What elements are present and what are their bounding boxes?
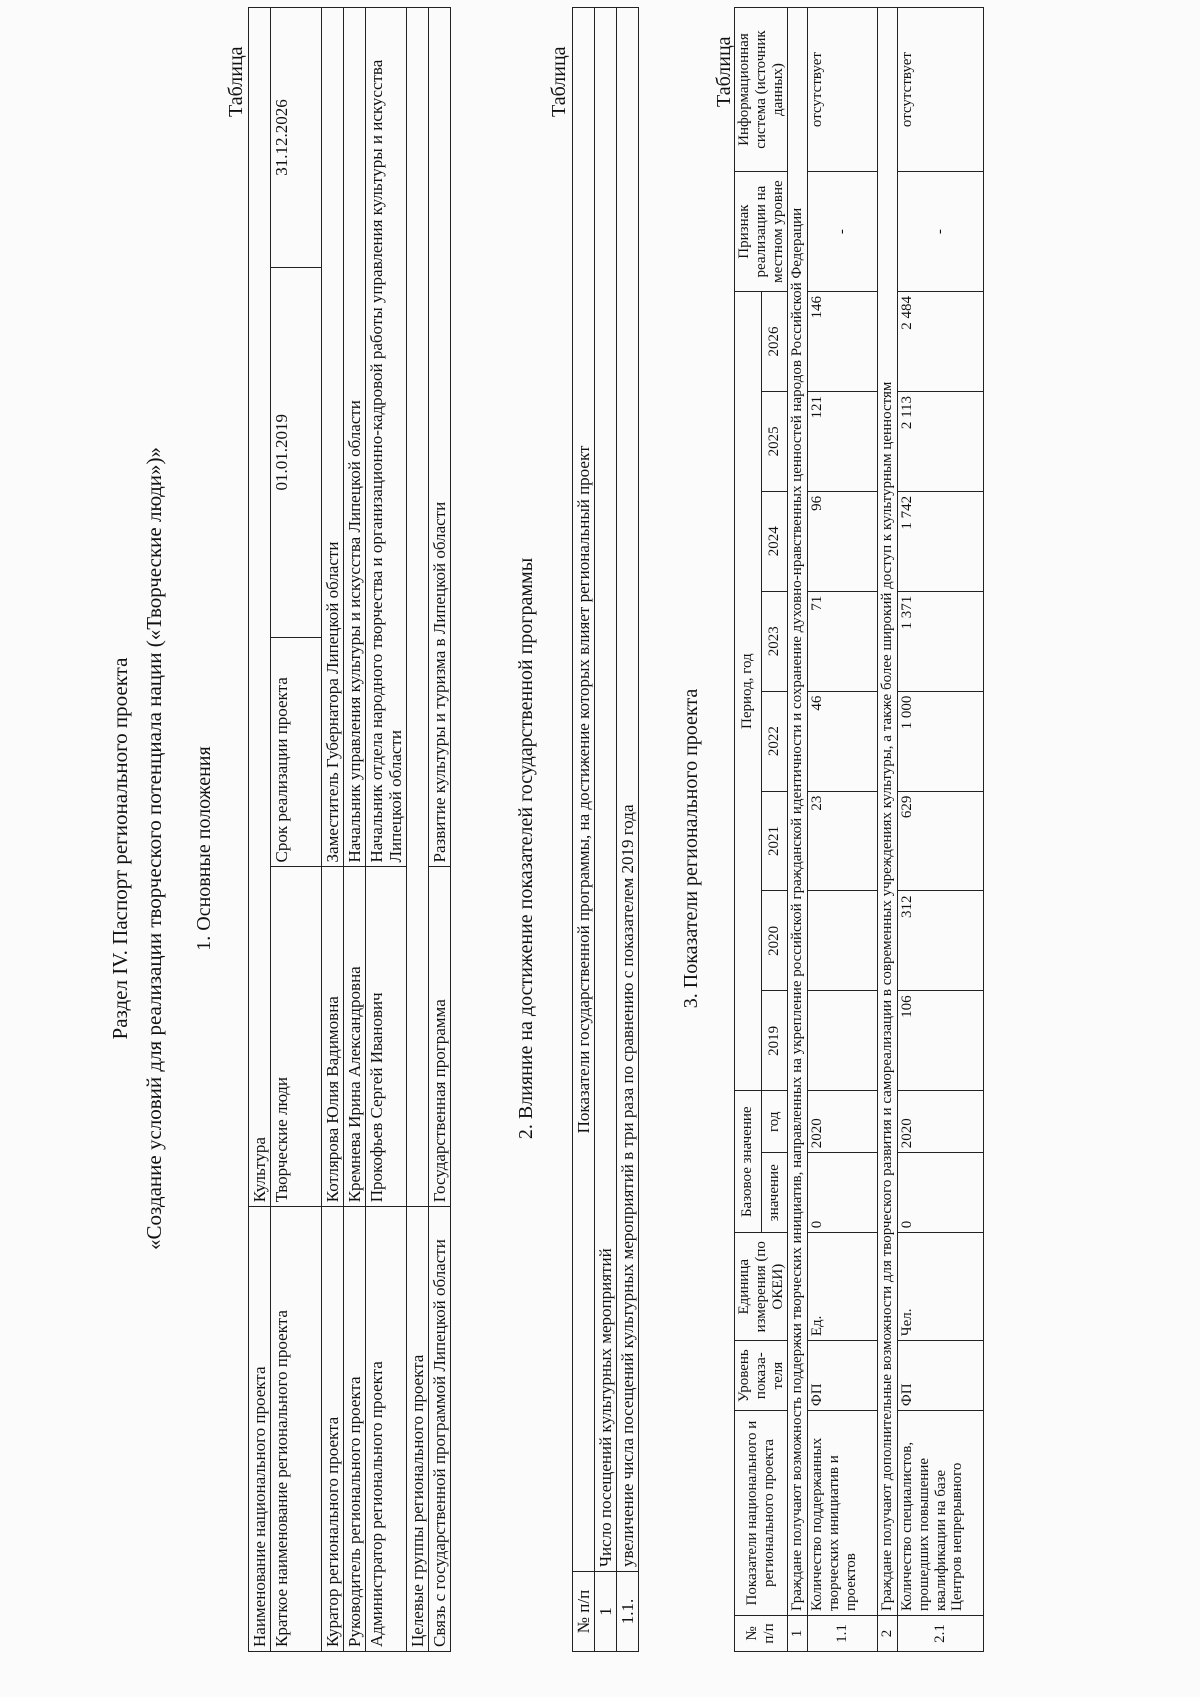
row-year-value: 1 742 <box>897 491 983 591</box>
col-level-header: Уровень показа-теля <box>735 1341 788 1411</box>
row-year-value: 146 <box>808 292 878 392</box>
curator-name: Котлярова Юлия Вадимовна <box>322 867 344 1207</box>
row-num: 2.1 <box>897 1616 983 1652</box>
national-project-label: Наименование национального проекта <box>249 1207 271 1652</box>
row-year-value: 312 <box>897 891 983 991</box>
group-text: Граждане получают возможность поддержки творческих инициатив, направленных на укрепление российской гражданской идентичности и сохранение духовно-нравственных ценностей народов Российской Федерации <box>788 8 808 1616</box>
col-num-header: № п/п <box>573 1572 595 1652</box>
row-year-value: 106 <box>897 991 983 1091</box>
row-base-year: 2020 <box>808 1091 878 1153</box>
short-name-label: Краткое наименование регионального проекта <box>271 1207 322 1652</box>
table-row <box>897 8 983 1652</box>
row-year-value: 1 000 <box>897 691 983 791</box>
curator-label: Куратор регионального проекта <box>322 1207 344 1652</box>
col-year-header: 2022 <box>761 691 788 791</box>
group-text: Граждане получают дополнительные возможности для творческого развития и самореализации в современных учреждениях культуры, а также более широкий доступ к культурным ценностям <box>878 8 898 1616</box>
row-indicator: Количество поддержанных творческих инициатив и проектов <box>808 1411 878 1616</box>
row-year-value: 629 <box>897 791 983 891</box>
state-program-influence-table <box>572 7 639 1652</box>
table-header-row <box>735 8 762 1652</box>
col-base-value-header: значение <box>761 1153 788 1233</box>
target-groups-label: Целевые группы регионального проекта <box>407 1207 429 1652</box>
col-base-header: Базовое значение <box>735 1091 762 1233</box>
col-indicator-header: Показатели национального и регионального проекта <box>735 1411 788 1616</box>
table-row <box>344 8 366 1652</box>
section1-title: 1. Основные положения <box>193 746 215 951</box>
table-row <box>271 8 322 1652</box>
row-base-value: 0 <box>808 1153 878 1233</box>
term-start: 01.01.2019 <box>271 267 322 637</box>
target-groups-value <box>407 8 429 1207</box>
short-name-value: Творческие люди <box>271 867 322 1207</box>
row-num: 1.1. <box>617 1572 639 1652</box>
section3-table-label: Таблица <box>713 36 735 107</box>
group-row <box>878 8 898 1652</box>
section-title: Раздел IV. Паспорт регионального проекта <box>108 657 132 1040</box>
project-title: «Создание условий для реализации творческого потенциала нации («Творческие люди»)» <box>142 446 166 1251</box>
row-num: 1 <box>595 1572 617 1652</box>
row-year-value: 23 <box>808 791 878 891</box>
row-num: 1.1 <box>808 1616 878 1652</box>
group-num: 2 <box>878 1616 898 1652</box>
col-year-header: 2021 <box>761 791 788 891</box>
row-unit: Ед. <box>808 1233 878 1341</box>
row-indicator: Количество специалистов, прошедших повышение квалификации на базе Центров непрерывного <box>897 1411 983 1616</box>
section1-table-label: Таблица <box>225 46 247 117</box>
table-header-row <box>573 8 595 1652</box>
curator-position: Заместитель Губернатора Липецкой области <box>322 8 344 867</box>
group-row <box>788 8 808 1652</box>
table-row <box>322 8 344 1652</box>
link-type: Государственная программа <box>429 867 451 1207</box>
section2-table-label: Таблица <box>548 46 570 117</box>
term-label: Срок реализации проекта <box>271 637 322 867</box>
row-year-value: 121 <box>808 391 878 491</box>
row-year-value: 2 113 <box>897 391 983 491</box>
table-row <box>595 8 617 1652</box>
table-row <box>249 8 271 1652</box>
row-level: ФП <box>897 1341 983 1411</box>
col-period-header: Период, год <box>735 292 762 1091</box>
admin-label: Администратор регионального проекта <box>366 1207 407 1652</box>
row-level: ФП <box>808 1341 878 1411</box>
row-text: увеличение числа посещений культурных мероприятий в три раза по сравнению с показателем 2019 года <box>617 8 639 1572</box>
row-year-value: 1 371 <box>897 591 983 691</box>
row-year-value: 2 484 <box>897 292 983 392</box>
row-year-value: 71 <box>808 591 878 691</box>
row-base-year: 2020 <box>897 1091 983 1153</box>
col-year-header: 2023 <box>761 591 788 691</box>
col-year-header: 2024 <box>761 491 788 591</box>
admin-position: Начальник отдела народного творчества и организационно-кадровой работы управления культуры и искусства Липецкой области <box>366 8 407 867</box>
col-indicator-header: Показатели государственной программы, на достижение которых влияет региональный проект <box>573 8 595 1572</box>
col-unit-header: Единица измерения (по ОКЕИ) <box>735 1233 788 1341</box>
section3-title: 3. Показатели регионального проекта <box>680 688 702 1009</box>
row-info-system: отсутствует <box>897 8 983 172</box>
link-label: Связь с государственной программой Липецкой области <box>429 1207 451 1652</box>
national-project-value: Культура <box>249 8 271 1207</box>
group-num: 1 <box>788 1616 808 1652</box>
col-year-header: 2026 <box>761 292 788 392</box>
leader-label: Руководитель регионального проекта <box>344 1207 366 1652</box>
row-year-value <box>808 891 878 991</box>
basic-provisions-table <box>248 7 451 1652</box>
col-base-year-header: год <box>761 1091 788 1153</box>
admin-name: Прокофьев Сергей Иванович <box>366 867 407 1207</box>
row-info-system: отсутствует <box>808 8 878 172</box>
col-num-header: № п/п <box>735 1616 788 1652</box>
leader-position: Начальник управления культуры и искусства Липецкой области <box>344 8 366 867</box>
row-text: Число посещений культурных мероприятий <box>595 8 617 1572</box>
col-year-header: 2025 <box>761 391 788 491</box>
project-indicators-table <box>734 7 984 1652</box>
table-row <box>429 8 451 1652</box>
row-local-sign: - <box>808 172 878 292</box>
table-row <box>808 8 878 1652</box>
row-year-value: 96 <box>808 491 878 591</box>
leader-name: Кремнева Ирина Александровна <box>344 867 366 1207</box>
row-local-sign: - <box>897 172 983 292</box>
row-year-value: 46 <box>808 691 878 791</box>
row-year-value <box>808 991 878 1091</box>
col-year-header: 2020 <box>761 891 788 991</box>
table-row <box>366 8 407 1652</box>
table-row <box>617 8 639 1652</box>
row-base-value: 0 <box>897 1153 983 1233</box>
section2-title: 2. Влияние на достижение показателей государственной программы <box>515 557 537 1140</box>
table-row <box>407 8 429 1652</box>
link-value: Развитие культуры и туризма в Липецкой области <box>429 8 451 867</box>
col-local-sign-header: Признак реализации на местном уровне <box>735 172 788 292</box>
col-year-header: 2019 <box>761 991 788 1091</box>
col-info-system-header: Информационная система (источник данных) <box>735 8 788 172</box>
row-unit: Чел. <box>897 1233 983 1341</box>
term-end: 31.12.2026 <box>271 8 322 268</box>
